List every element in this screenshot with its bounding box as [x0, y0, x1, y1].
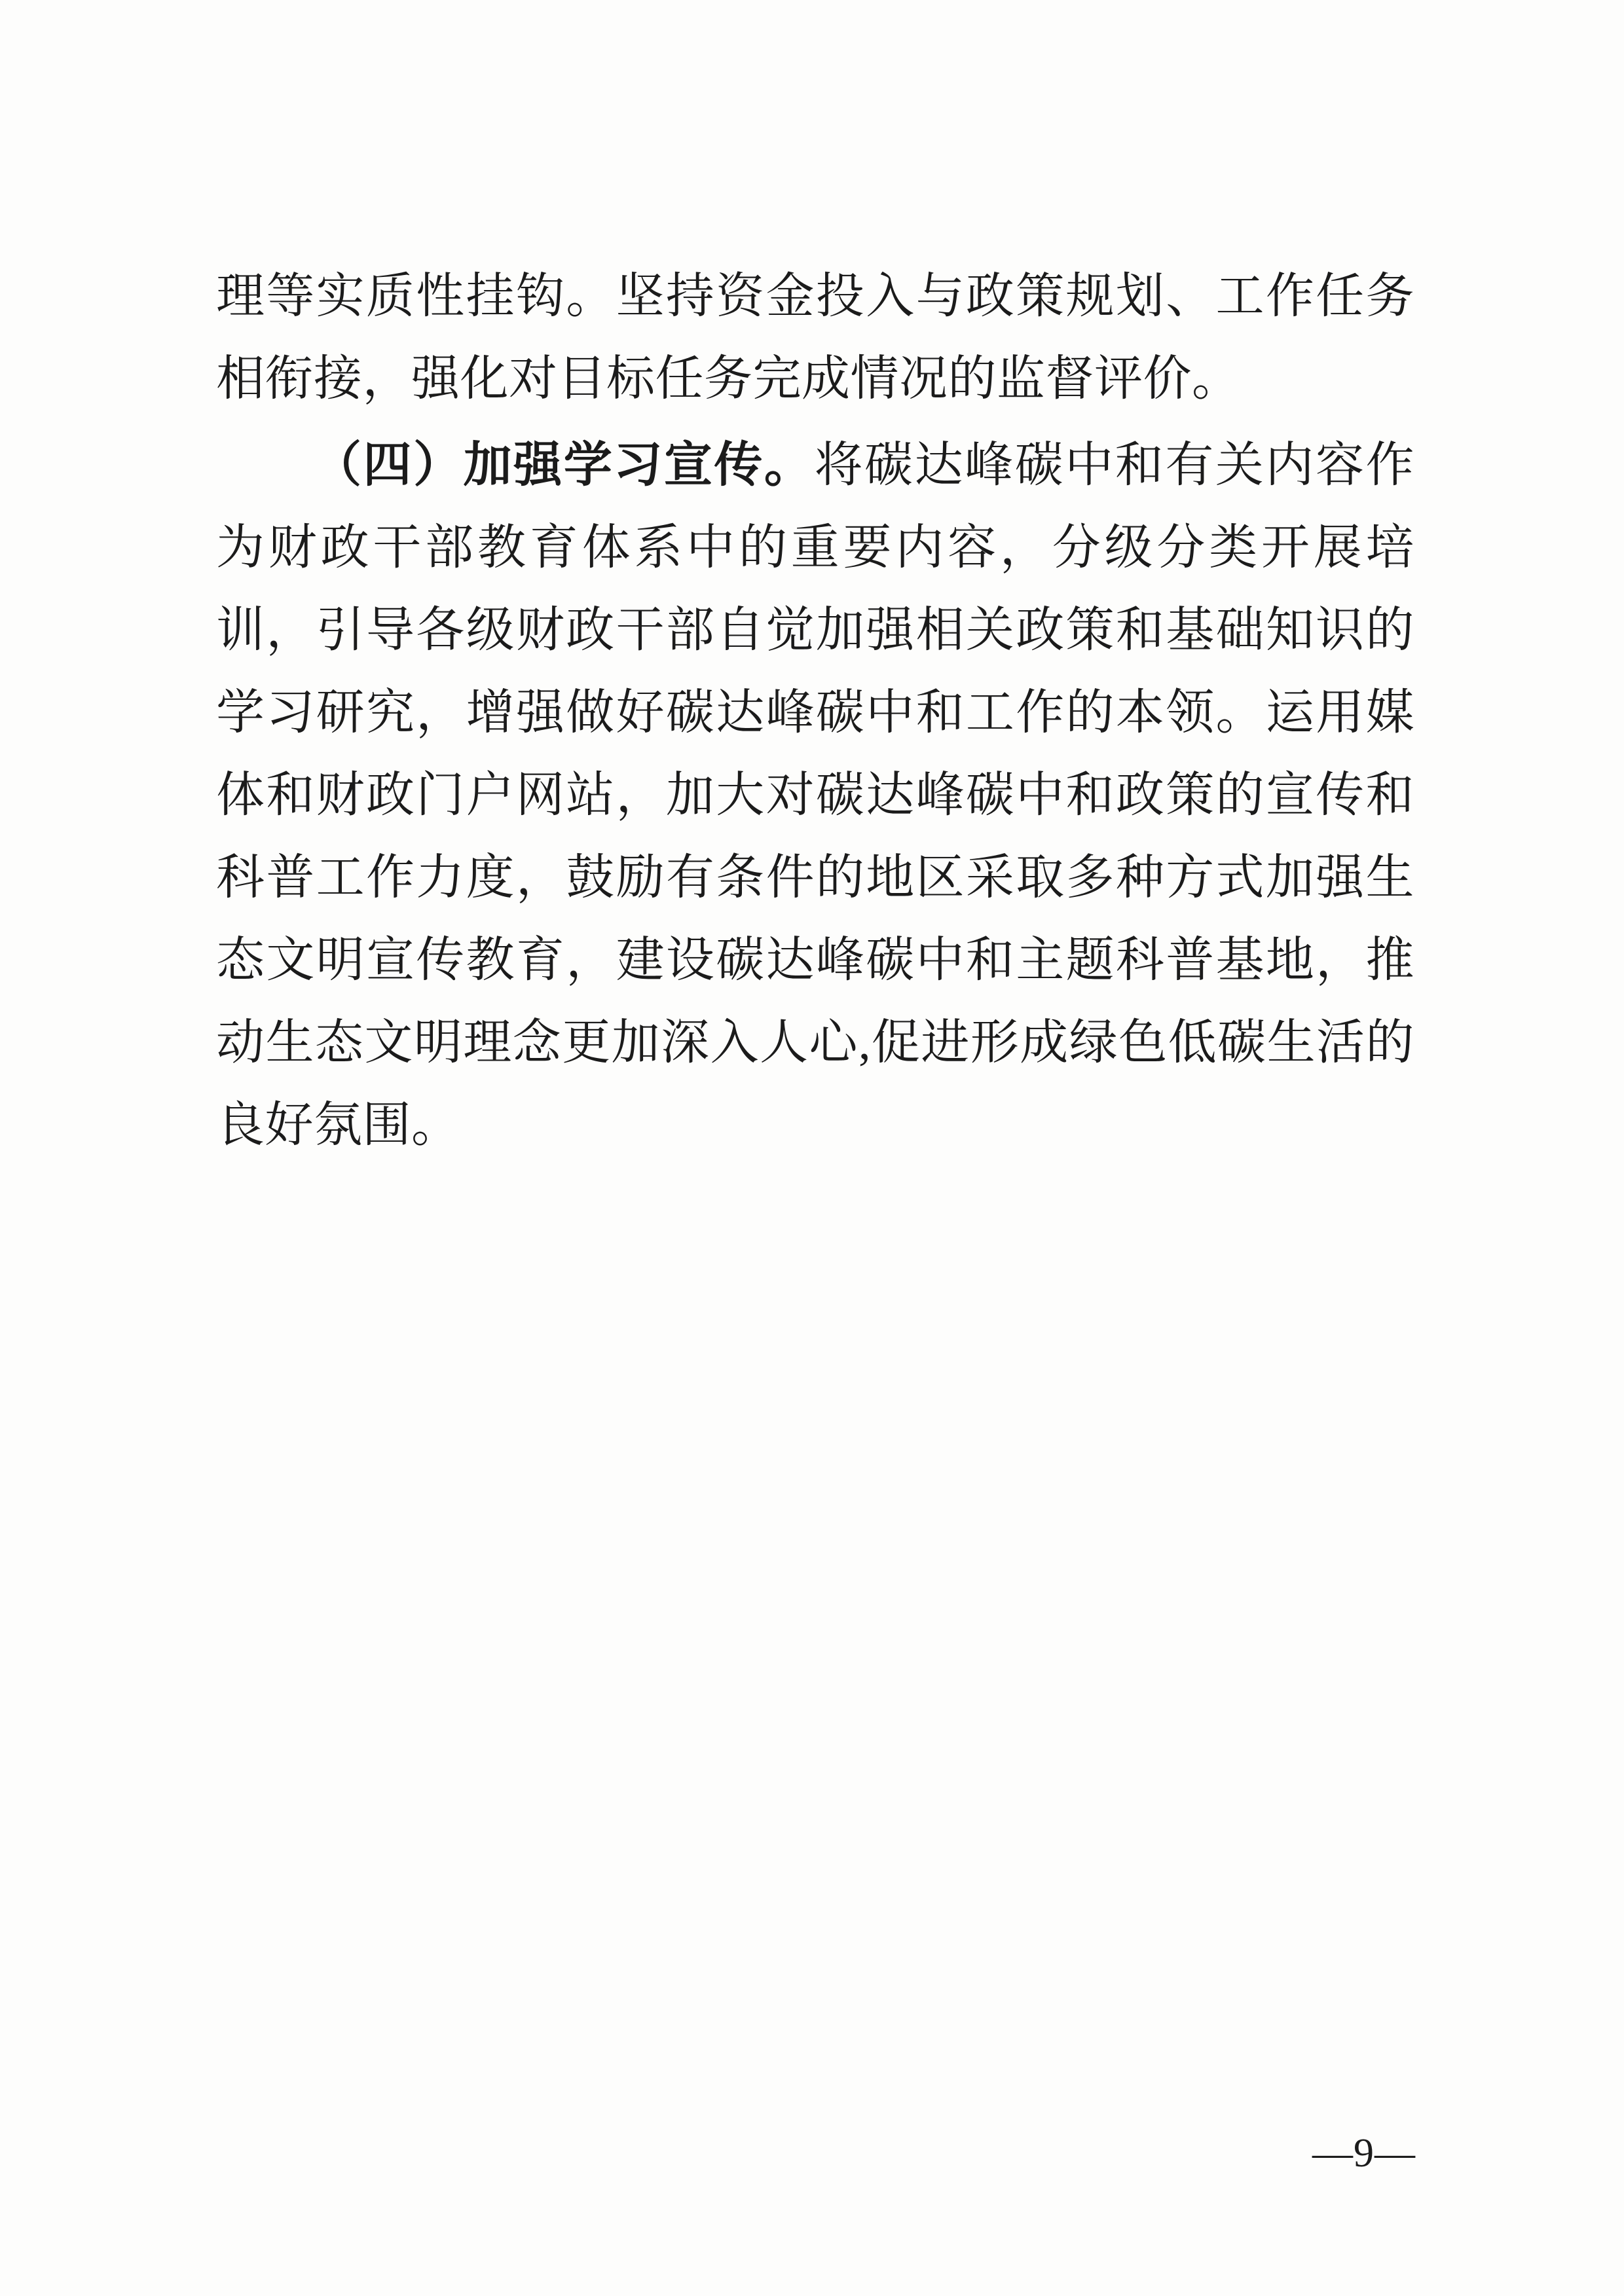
- paragraph-continued-text: 理等实质性挂钩。坚持资金投入与政策规划、工作任务相衔接，强化对目标任务完成情况的监督评价。: [216, 270, 1414, 406]
- page-body: [216, 255, 1414, 1167]
- paragraph-section-four: [216, 424, 1414, 1167]
- section-heading-four: （四）加强学习宣传。: [313, 439, 815, 492]
- page-number: —9—: [1312, 2131, 1416, 2176]
- section-four-text: 将碳达峰碳中和有关内容作为财政干部教育体系中的重要内容，分级分类开展培训，引导各级财政干部自觉加强相关政策和基础知识的学习研究，增强做好碳达峰碳中和工作的本领。运用媒体和财政门户网站，加大对碳达峰碳中和政策的宣传和科普工作力度，鼓励有条件的地区采取多种方式加强生态文明宣传教育，建设碳达峰碳中和主题科普基地，推动生态文明理念更加深入人心,促进形成绿色低碳生活的良好氛围。: [216, 439, 1415, 1152]
- paragraph-continued: [216, 255, 1414, 420]
